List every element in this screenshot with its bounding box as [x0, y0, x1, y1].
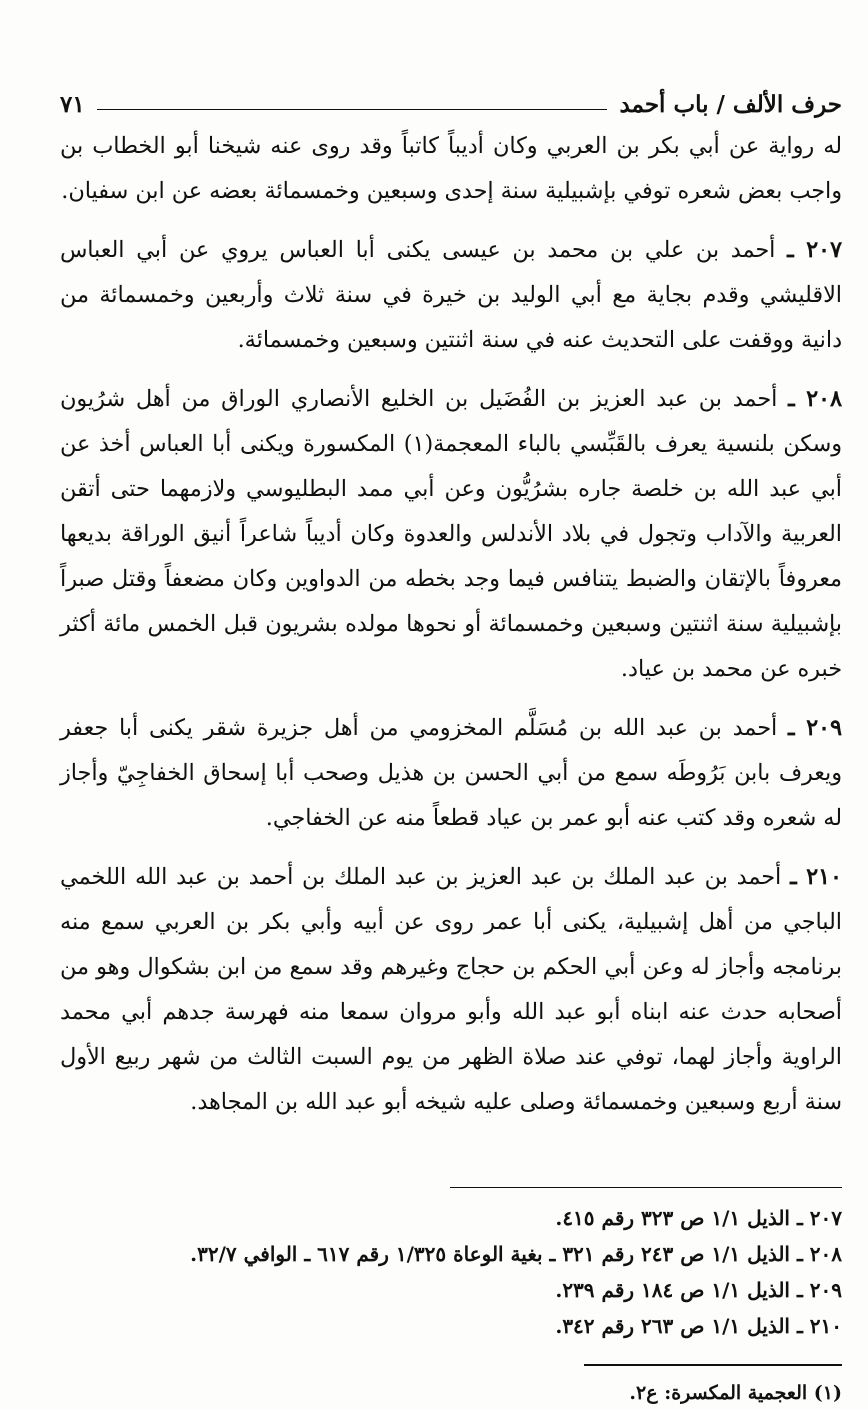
page-header [60, 84, 842, 118]
header-rule [97, 109, 608, 110]
footnote-separator [584, 1364, 842, 1365]
references-list [60, 1200, 842, 1344]
reference-item: ٢٠٧ ـ الذيل ١/١ ص ٣٢٣ رقم ٤١٥. [555, 1206, 842, 1231]
entry-number: ٢٠٧ ـ [787, 237, 843, 263]
paragraph-text: أحمد بن علي بن محمد بن عيسى يكنى أبا العباس يروي عن أبي العباس الاقليشي وقدم بجاية مع أبي الوليد بن خيرة في سنة ثلاث وأربعين وخمسمائة من دانية ووقفت على التحديث عنه في سنة اثنتين وسبعين وخمسمائة. [60, 237, 842, 353]
paragraph-text: أحمد بن عبد الملك بن عبد العزيز بن عبد الملك بن أحمد بن عبد الله اللخمي الباجي من أهل إشبيلية، يكنى أبا عمر روى عن أبيه وأبي بكر بن العربي سمع منه برنامجه وأجاز له وعن أبي الحكم بن حجاج وغيرهم وقد سمع من ابن بشكوال وهو من أصحابه حدث عنه ابناه أبو عبد الله وأبو مروان سمعا منه فهرسة جدهم أبي محمد الراوية وأجاز لهما، توفي عند صلاة الظهر من يوم السبت الثالث من شهر ربيع الأول سنة أربع وسبعين وخمسمائة وصلى عليه شيخه أبو عبد الله بن المجاهد. [60, 864, 842, 1115]
entry-208 [60, 377, 842, 692]
paragraph-text: له رواية عن أبي بكر بن العربي وكان أديباً كاتباً وقد روى عنه شيخنا أبو الخطاب بن واجب بعض شعره توفي بإشبيلية سنة إحدى وسبعين وخمسمائة بعضه عن ابن سفيان. [60, 133, 842, 204]
running-title: حرف الألف / باب أحمد [619, 91, 842, 118]
reference-item: ٢٠٩ ـ الذيل ١/١ ص ١٨٤ رقم ٢٣٩. [555, 1278, 842, 1303]
entry-number: ٢١٠ ـ [790, 864, 843, 890]
entry-number: ٢٠٩ ـ [788, 715, 843, 741]
references-separator [450, 1187, 842, 1188]
footnote: (١) العجمية المكسرة: ع٢. [629, 1381, 842, 1404]
paragraph-text: أحمد بن عبد الله بن مُسَلَّم المخزومي من أهل جزيرة شقر يكنى أبا جعفر ويعرف بابن بَرُوطَه سمع من أبي الحسن بن هذيل وصحب أبا إسحاق الخفاجِيّ وأجاز له شعره وقد كتب عنه أبو عمر بن عياد قطعاً منه عن الخفاجي. [60, 715, 842, 831]
entry-207 [60, 228, 842, 363]
reference-item: ٢١٠ ـ الذيل ١/١ ص ٢٦٣ رقم ٣٤٢. [555, 1314, 842, 1339]
entry-number: ٢٠٨ ـ [788, 386, 842, 412]
page-number: ٧١ [60, 91, 85, 118]
reference-item: ٢٠٨ ـ الذيل ١/١ ص ٢٤٣ رقم ٣٢١ ـ بغية الوعاة ١/٣٢٥ رقم ٦١٧ ـ الوافي ٣٢/٧. [190, 1242, 842, 1267]
paragraph-continuation [60, 124, 842, 214]
entry-210 [60, 855, 842, 1125]
entry-209 [60, 706, 842, 841]
paragraph-text: أحمد بن عبد العزيز بن الفُضَيل بن الخليع الأنصاري الوراق من أهل شرُيون وسكن بلنسية يعرف بالقَبِّسي بالباء المعجمة(١) المكسورة ويكنى أبا العباس أخذ عن أبي عبد الله بن خلصة جاره بشرُيُّون وعن أبي ممد البطليوسي ولازمهما حتى أتقن العربية والآداب وتجول في بلاد الأندلس والعدوة وكان أديباً شاعراً أنيق الوراقة بديعها معروفاً بالإتقان والضبط يتنافس فيما وجد بخطه من الدواوين وكان مضعفاً وقتل صبراً بإشبيلية سنة اثنتين وسبعين وخمسمائة أو نحوها مولده بشريون قبل الخمس مائة أكثر خبره عن محمد بن عياد. [60, 386, 842, 682]
